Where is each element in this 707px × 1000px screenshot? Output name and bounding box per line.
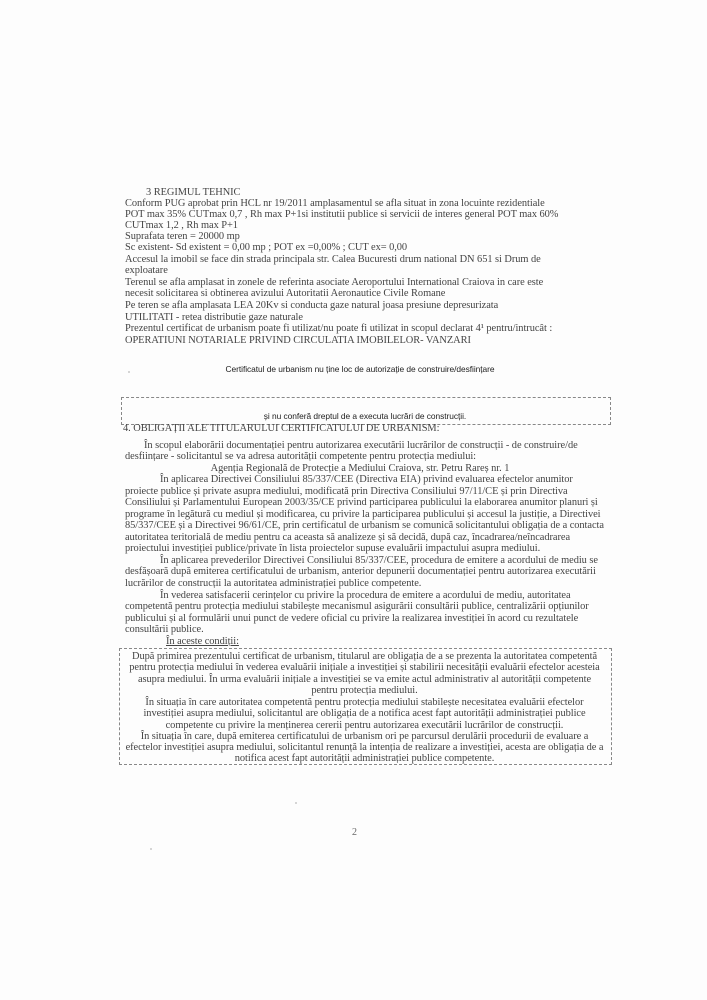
scan-speck bbox=[150, 848, 152, 850]
text-line: CUTmax 1,2 , Rh max P+1 bbox=[125, 220, 238, 231]
box-line: În situația în care autoritatea competentă pentru protecția mediului stabilește necesitatea evaluării efectelor bbox=[145, 697, 584, 708]
text-line: Accesul la imobil se face din strada principala str. Calea Bucuresti drum national DN 651 si Drum de bbox=[125, 254, 541, 265]
text-line: desființare - solicitantul se va adresa autorității competente pentru protecția mediului: bbox=[125, 451, 477, 462]
text-line: desfășoară după emiterea certificatului de urbanism, anterior depunerii documentației pentru autorizarea executării bbox=[125, 566, 596, 577]
section-3-heading: 3 REGIMUL TEHNIC bbox=[146, 187, 241, 198]
box-line: pentru protecția mediului în vederea evaluării inițiale a investiției și stabilirii necesității evaluării efectelor acesteia bbox=[129, 662, 600, 673]
text-line: OPERATIUNI NOTARIALE PRIVIND CIRCULATIA IMOBILELOR- VANZARI bbox=[125, 335, 471, 346]
text-line: Sc existent- Sd existent = 0,00 mp ; POT ex =0,00% ; CUT ex= 0,00 bbox=[125, 242, 408, 253]
text-line: În aplicarea Directivei Consiliului 85/337/CEE (Directiva EIA) privind evaluarea efectelor anumitor bbox=[160, 474, 573, 485]
box-line: notifica acest fapt autorității administrației publice competente. bbox=[234, 753, 495, 764]
text-line: Consiliului și Parlamentului European 2003/35/CE privind participarea publicului la elaborarea anumitor planuri și bbox=[125, 497, 598, 508]
box-line: În situația în care, după emiterea certificatului de urbanism ori pe parcursul derulării procedurii de evaluare a bbox=[140, 731, 589, 742]
text-line: POT max 35% CUTmax 0,7 , Rh max P+1si institutii publice si servicii de interes general POT max 60% bbox=[125, 209, 559, 220]
text-line: Pe teren se afla amplasata LEA 20Kv si conducta gaze natural joasa presiune depresurizata bbox=[125, 300, 499, 311]
box-line: pentru protecția mediului. bbox=[311, 685, 418, 696]
box-line: efectelor investiției asupra mediului, solicitantul renunță la intenția de realizare a investiției, acesta are obligația de a bbox=[125, 742, 604, 753]
section-4-heading: 4. OBLIGAȚII ALE TITULARULUI CERTIFICATULUI DE URBANISM: bbox=[123, 423, 440, 434]
text-line: proiectului investiției publice/private în lista proiectelor supuse evaluării impactului asupra mediului. bbox=[125, 543, 541, 554]
box-line: competente cu privire la menținerea cererii pentru autorizarea executării lucrărilor de construcții. bbox=[165, 720, 564, 731]
text-line: autoritatea teritorială de mediu pentru ca aceasta să analizeze și să decidă, după caz, încadrarea/neîncadrarea bbox=[125, 532, 571, 543]
box-line: După primirea prezentului certificat de urbanism, titularul are obligația de a se prezenta la autoritatea competentă bbox=[131, 651, 598, 662]
text-line: 85/337/CEE și a Directivei 96/61/CE, prin certificatul de urbanism se comunică solicitantului obligația de a contacta bbox=[125, 520, 604, 531]
page-number: 2 bbox=[352, 827, 357, 838]
text-line: În aplicarea prevederilor Directivei Consiliului 85/337/CEE, procedura de emitere a acordului de mediu se bbox=[160, 555, 598, 566]
conditions-label: În aceste condiții: bbox=[166, 636, 239, 647]
text-line: Prezentul certificat de urbanism poate fi utilizat/nu poate fi utilizat in scopul declarat 4¹ pentru/intrucât : bbox=[125, 323, 553, 334]
text-line: Suprafata teren = 20000 mp bbox=[125, 231, 240, 242]
text-line: UTILITATI - retea distributie gaze naturale bbox=[125, 312, 303, 323]
text-line: Conform PUG aprobat prin HCL nr 19/2011 amplasamentul se afla situat in zona locuinte rezidentiale bbox=[125, 198, 545, 209]
text-line: proiecte publice și private asupra mediului, modificată prin Directiva Consiliului 97/11/CE și prin Directiva bbox=[125, 486, 568, 497]
agency-address: Agenția Regională de Protecție a Mediului Craiova, str. Petru Rareș nr. 1 bbox=[210, 463, 510, 474]
text-line: necesit solicitarea si obtinerea avizului Autoritatii Aeronautice Civile Romane bbox=[125, 288, 446, 299]
notice-line-2: și nu conferă dreptul de a executa lucrări de construcții. bbox=[263, 411, 467, 421]
scan-speck bbox=[295, 802, 297, 804]
text-line: competentă pentru protecția mediului stabilește mecanismul asigurării consultării publice, centralizării opțiunilor bbox=[125, 601, 589, 612]
text-line: lucrărilor de construcții la autoritatea administrației publice competente. bbox=[125, 578, 422, 589]
text-line: consultării publice. bbox=[125, 624, 204, 635]
text-line: În vederea satisfacerii cerințelor cu privire la procedura de emitere a acordului de mediu, autoritatea bbox=[160, 590, 571, 601]
scan-speck bbox=[128, 371, 130, 373]
text-line: În scopul elaborării documentației pentru autorizarea executării lucrărilor de construcții - de construire/de bbox=[144, 440, 578, 451]
box-line: asupra mediului. În urma evaluării inițiale a investiției se va emite actul administrativ al autorității competente bbox=[137, 674, 592, 685]
notice-line-1: Certificatul de urbanism nu ține loc de autorizație de construire/desființare bbox=[225, 364, 495, 374]
text-line: Terenul se afla amplasat in zonele de referinta asociate Aeroportului International Craiova in care este bbox=[125, 277, 544, 288]
text-line: publicului și al formulării unui punct de vedere oficial cu privire la realizarea investiției în acord cu rezultatele bbox=[125, 613, 579, 624]
text-line: exploatare bbox=[125, 265, 168, 276]
box-line: investiției asupra mediului, solicitantul are obligația de a notifica acest fapt autorității administrației publice bbox=[143, 708, 586, 719]
text-line: programe în legătură cu mediul și modificarea, cu privire la participarea publicului și accesul la justiție, a Directivei bbox=[125, 509, 601, 520]
